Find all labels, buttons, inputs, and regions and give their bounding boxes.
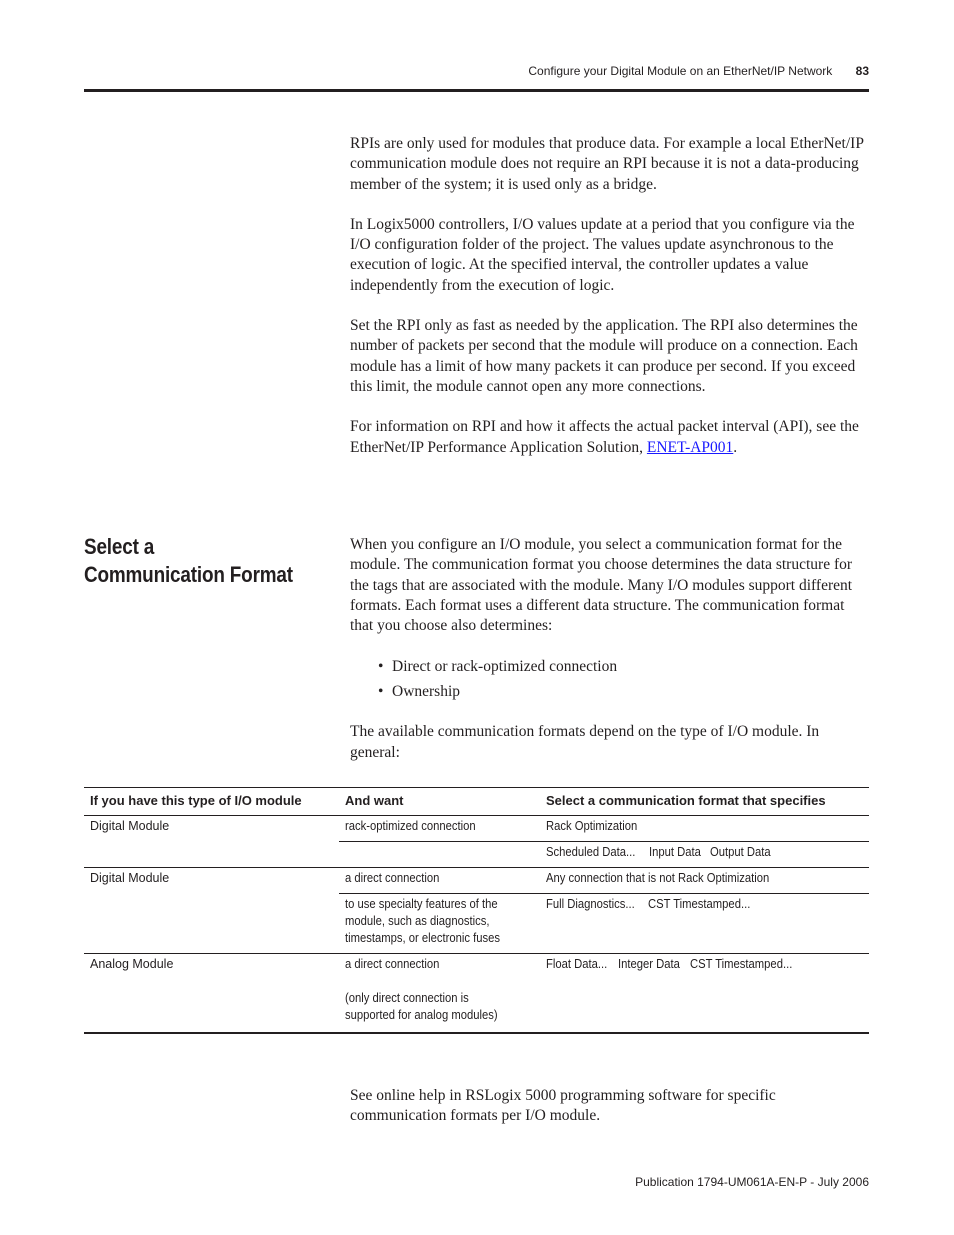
bullet-item: • Ownership bbox=[350, 682, 870, 707]
format-cell: Float Data... Integer Data CST Timestamped... bbox=[540, 954, 869, 1034]
closing-section bbox=[350, 1086, 870, 1127]
module-type-cell: Analog Module bbox=[84, 954, 339, 1034]
page-header bbox=[84, 64, 869, 88]
paragraph-format-intro: When you configure an I/O module, you select a communication format for the module. The communication format you choose determines the data structure for the tags that are associated with the module. Many I/O modules support different formats. Each format uses a different data structure. The communication format that you choose also determines: bbox=[350, 536, 853, 635]
paragraph-logix-update: In Logix5000 controllers, I/O values update at a period that you configure via the I/O configuration folder of the project. The values update asynchronous to the execution of logic. At the specified interval, the controller updates a value independently from the execution of logic. bbox=[350, 215, 855, 294]
rpi-info-period: . bbox=[733, 438, 738, 456]
header-rule bbox=[84, 89, 869, 92]
bullet-list bbox=[350, 657, 870, 707]
want-cell bbox=[339, 842, 540, 868]
want-cell: a direct connection (only direct connection is supported for analog modules) bbox=[339, 954, 540, 1034]
paragraph-rpi-speed: Set the RPI only as fast as needed by the application. The RPI also determines the number of packets per second that the module will produce on a connection. Each module has a limit of how many packets it can produce per second. If you exceed this limit, the module cannot open any more connections. bbox=[350, 317, 858, 395]
format-cell: Rack Optimization bbox=[540, 816, 869, 842]
table-row bbox=[84, 868, 869, 894]
want-cell: a direct connection bbox=[339, 868, 540, 894]
column-header: And want bbox=[339, 788, 540, 816]
table-row bbox=[84, 816, 869, 842]
want-cell: to use specialty features of the module, such as diagnostics, timestamps, or electronic fuses bbox=[339, 894, 540, 954]
communication-format-section bbox=[350, 535, 870, 763]
format-cell: Any connection that is not Rack Optimization bbox=[540, 868, 869, 894]
table-header-row bbox=[84, 788, 869, 816]
rpi-info-text: For information on RPI and how it affects the actual packet interval (API), see the EtherNet/IP Performance Application Solution, bbox=[350, 418, 859, 456]
paragraph-rpi-info bbox=[350, 417, 870, 458]
intro-section bbox=[350, 134, 870, 458]
paragraph-rpi-usage: RPIs are only used for modules that produce data. For example a local EtherNet/IP communication module does not require an RPI because it is not a data-producing member of the system; it is used only as a bridge. bbox=[350, 135, 864, 193]
want-cell: rack-optimized connection bbox=[339, 816, 540, 842]
enet-ap001-link[interactable]: ENET-AP001 bbox=[646, 438, 734, 456]
bullet-item: • Direct or rack-optimized connection bbox=[350, 657, 870, 682]
column-header: Select a communication format that specifies bbox=[540, 788, 869, 816]
header-title: Configure your Digital Module on an EtherNet/IP Network bbox=[528, 64, 833, 78]
column-header: If you have this type of I/O module bbox=[84, 788, 339, 816]
module-type-cell: Digital Module bbox=[84, 868, 339, 954]
module-type-cell: Digital Module bbox=[84, 816, 339, 868]
communication-format-table bbox=[84, 787, 869, 1034]
publication-info: Publication 1794-UM061A-EN-P - July 2006 bbox=[635, 1175, 869, 1189]
format-cell: Scheduled Data... Input Data Output Data bbox=[540, 842, 869, 868]
section-heading: Select a Communication Format bbox=[84, 534, 293, 587]
paragraph-available-formats: The available communication formats depend on the type of I/O module. In general: bbox=[350, 723, 820, 761]
table-row bbox=[84, 954, 869, 1034]
format-cell: Full Diagnostics... CST Timestamped... bbox=[540, 894, 869, 954]
page-number: 83 bbox=[855, 64, 869, 78]
paragraph-online-help: See online help in RSLogix 5000 programming software for specific communication formats per I/O module. bbox=[350, 1087, 776, 1125]
page-footer bbox=[84, 1175, 869, 1189]
